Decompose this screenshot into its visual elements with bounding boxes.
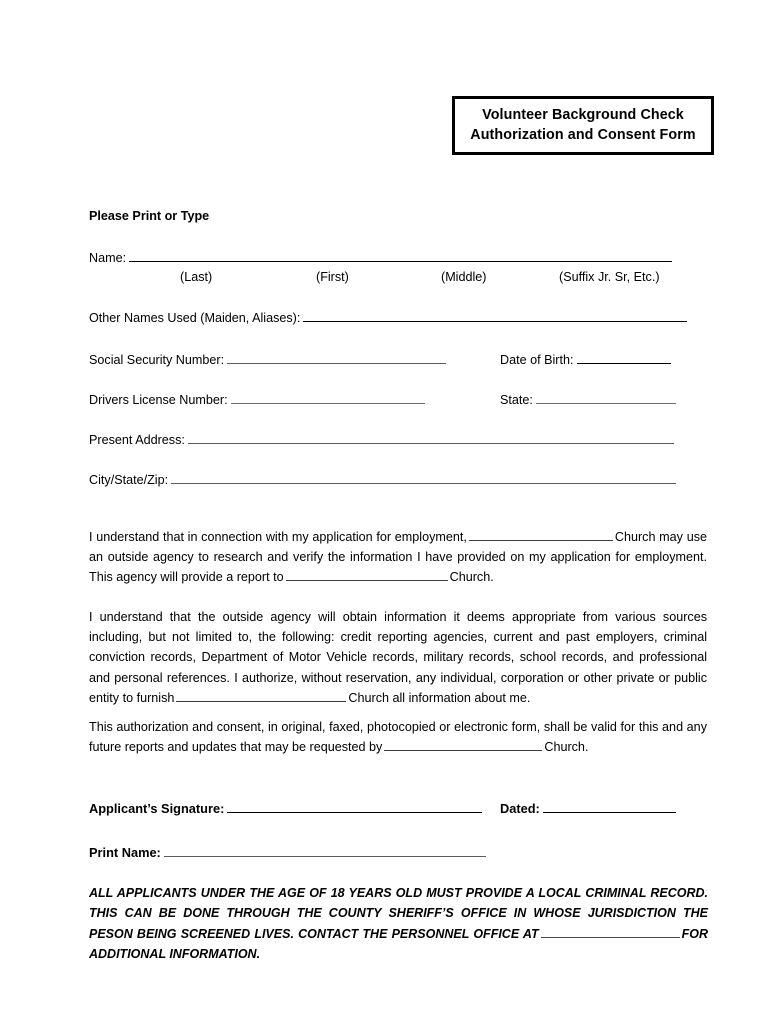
city-state-zip-label: City/State/Zip: bbox=[89, 473, 169, 487]
caption-middle: (Middle) bbox=[441, 270, 487, 284]
present-address-input-line[interactable] bbox=[188, 430, 674, 444]
consent-paragraph-3 bbox=[89, 717, 707, 757]
minor-applicant-notice-text-a: ALL APPLICANTS UNDER THE AGE OF 18 YEARS OLD MUST PROVIDE A LOCAL CRIMINAL RECORD. THIS CAN BE DONE THROUGH THE COUNTY SHERIFF’S OFFICE IN WHOSE JURISDICTION THE PESON BEING SCREENED LIVES. CONTACT THE PERSONNEL OFFICE AT bbox=[89, 886, 708, 941]
applicant-signature-label: Applicant’s Signature: bbox=[89, 801, 225, 816]
form-title-line-2: Authorization and Consent Form bbox=[470, 127, 696, 143]
other-names-label: Other Names Used (Maiden, Aliases): bbox=[89, 311, 301, 325]
city-state-zip-input-line[interactable] bbox=[171, 470, 676, 484]
ssn-field-row bbox=[89, 350, 446, 368]
dob-field-row bbox=[500, 350, 671, 368]
drivers-license-input-line[interactable] bbox=[231, 390, 425, 404]
church-name-blank-1[interactable] bbox=[469, 528, 613, 541]
present-address-label: Present Address: bbox=[89, 433, 185, 447]
dated-label: Dated: bbox=[500, 801, 540, 816]
dated-row bbox=[500, 799, 676, 817]
consent-paragraph-3-text-b: Church. bbox=[544, 740, 589, 755]
personnel-office-contact-blank[interactable] bbox=[541, 925, 680, 938]
drivers-license-label: Drivers License Number: bbox=[89, 393, 228, 407]
print-name-input-line[interactable] bbox=[164, 843, 486, 857]
applicant-signature-input-line[interactable] bbox=[227, 799, 482, 813]
caption-suffix: (Suffix Jr. Sr, Etc.) bbox=[559, 270, 660, 284]
state-field-row bbox=[500, 390, 676, 408]
print-name-label: Print Name: bbox=[89, 845, 161, 860]
state-input-line[interactable] bbox=[536, 390, 676, 404]
caption-first: (First) bbox=[316, 270, 349, 284]
caption-last: (Last) bbox=[180, 270, 213, 284]
other-names-input-line[interactable] bbox=[303, 308, 687, 322]
form-title-line-1: Volunteer Background Check bbox=[482, 107, 684, 123]
consent-paragraph-2-text-b: Church all information about me. bbox=[348, 690, 531, 705]
church-name-blank-3[interactable] bbox=[176, 689, 346, 702]
form-title-box bbox=[452, 96, 714, 155]
church-name-blank-2[interactable] bbox=[286, 568, 448, 581]
consent-paragraph-3-text-a: This authorization and consent, in original, faxed, photocopied or electronic form, shall be valid for this and any future reports and updates that may be requested by bbox=[89, 720, 707, 755]
dob-label: Date of Birth: bbox=[500, 353, 574, 367]
consent-paragraph-1-text-c: Church. bbox=[449, 570, 494, 585]
city-state-zip-field-row bbox=[89, 470, 676, 488]
print-or-type-instruction: Please Print or Type bbox=[89, 209, 210, 223]
dob-input-line[interactable] bbox=[577, 350, 671, 364]
consent-paragraph-1 bbox=[89, 527, 707, 588]
present-address-field-row bbox=[89, 430, 674, 448]
print-name-row bbox=[89, 843, 486, 861]
name-label: Name: bbox=[89, 251, 127, 265]
name-field-row bbox=[89, 248, 672, 266]
consent-paragraph-2-text-a: I understand that the outside agency will obtain information it deems appropriate from various sources including, but not limited to, the following: credit reporting agencies, current and past employers, criminal conviction records, Department of Motor Vehicle records, military records, school records, and professional and personal references. I authorize, without reservation, any individual, corporation or other private or public entity to furnish bbox=[89, 610, 707, 705]
consent-paragraph-1-text-b: Church may use an outside agency to research and verify the information I have provided on my application for employment. This agency will provide a report to bbox=[89, 530, 707, 585]
church-name-blank-4[interactable] bbox=[384, 738, 542, 751]
ssn-label: Social Security Number: bbox=[89, 353, 225, 367]
state-label: State: bbox=[500, 393, 533, 407]
dated-input-line[interactable] bbox=[543, 799, 676, 813]
other-names-field-row bbox=[89, 308, 687, 326]
consent-paragraph-1-text-a: I understand that in connection with my application for employment, bbox=[89, 530, 467, 544]
applicant-signature-row bbox=[89, 799, 482, 817]
consent-paragraph-2 bbox=[89, 607, 707, 708]
minor-applicant-notice bbox=[89, 883, 708, 965]
ssn-input-line[interactable] bbox=[227, 350, 446, 364]
drivers-license-field-row bbox=[89, 390, 425, 408]
name-input-line[interactable] bbox=[129, 248, 672, 262]
minor-applicant-notice-text-b: FOR ADDITIONAL INFORMATION. bbox=[89, 926, 708, 962]
